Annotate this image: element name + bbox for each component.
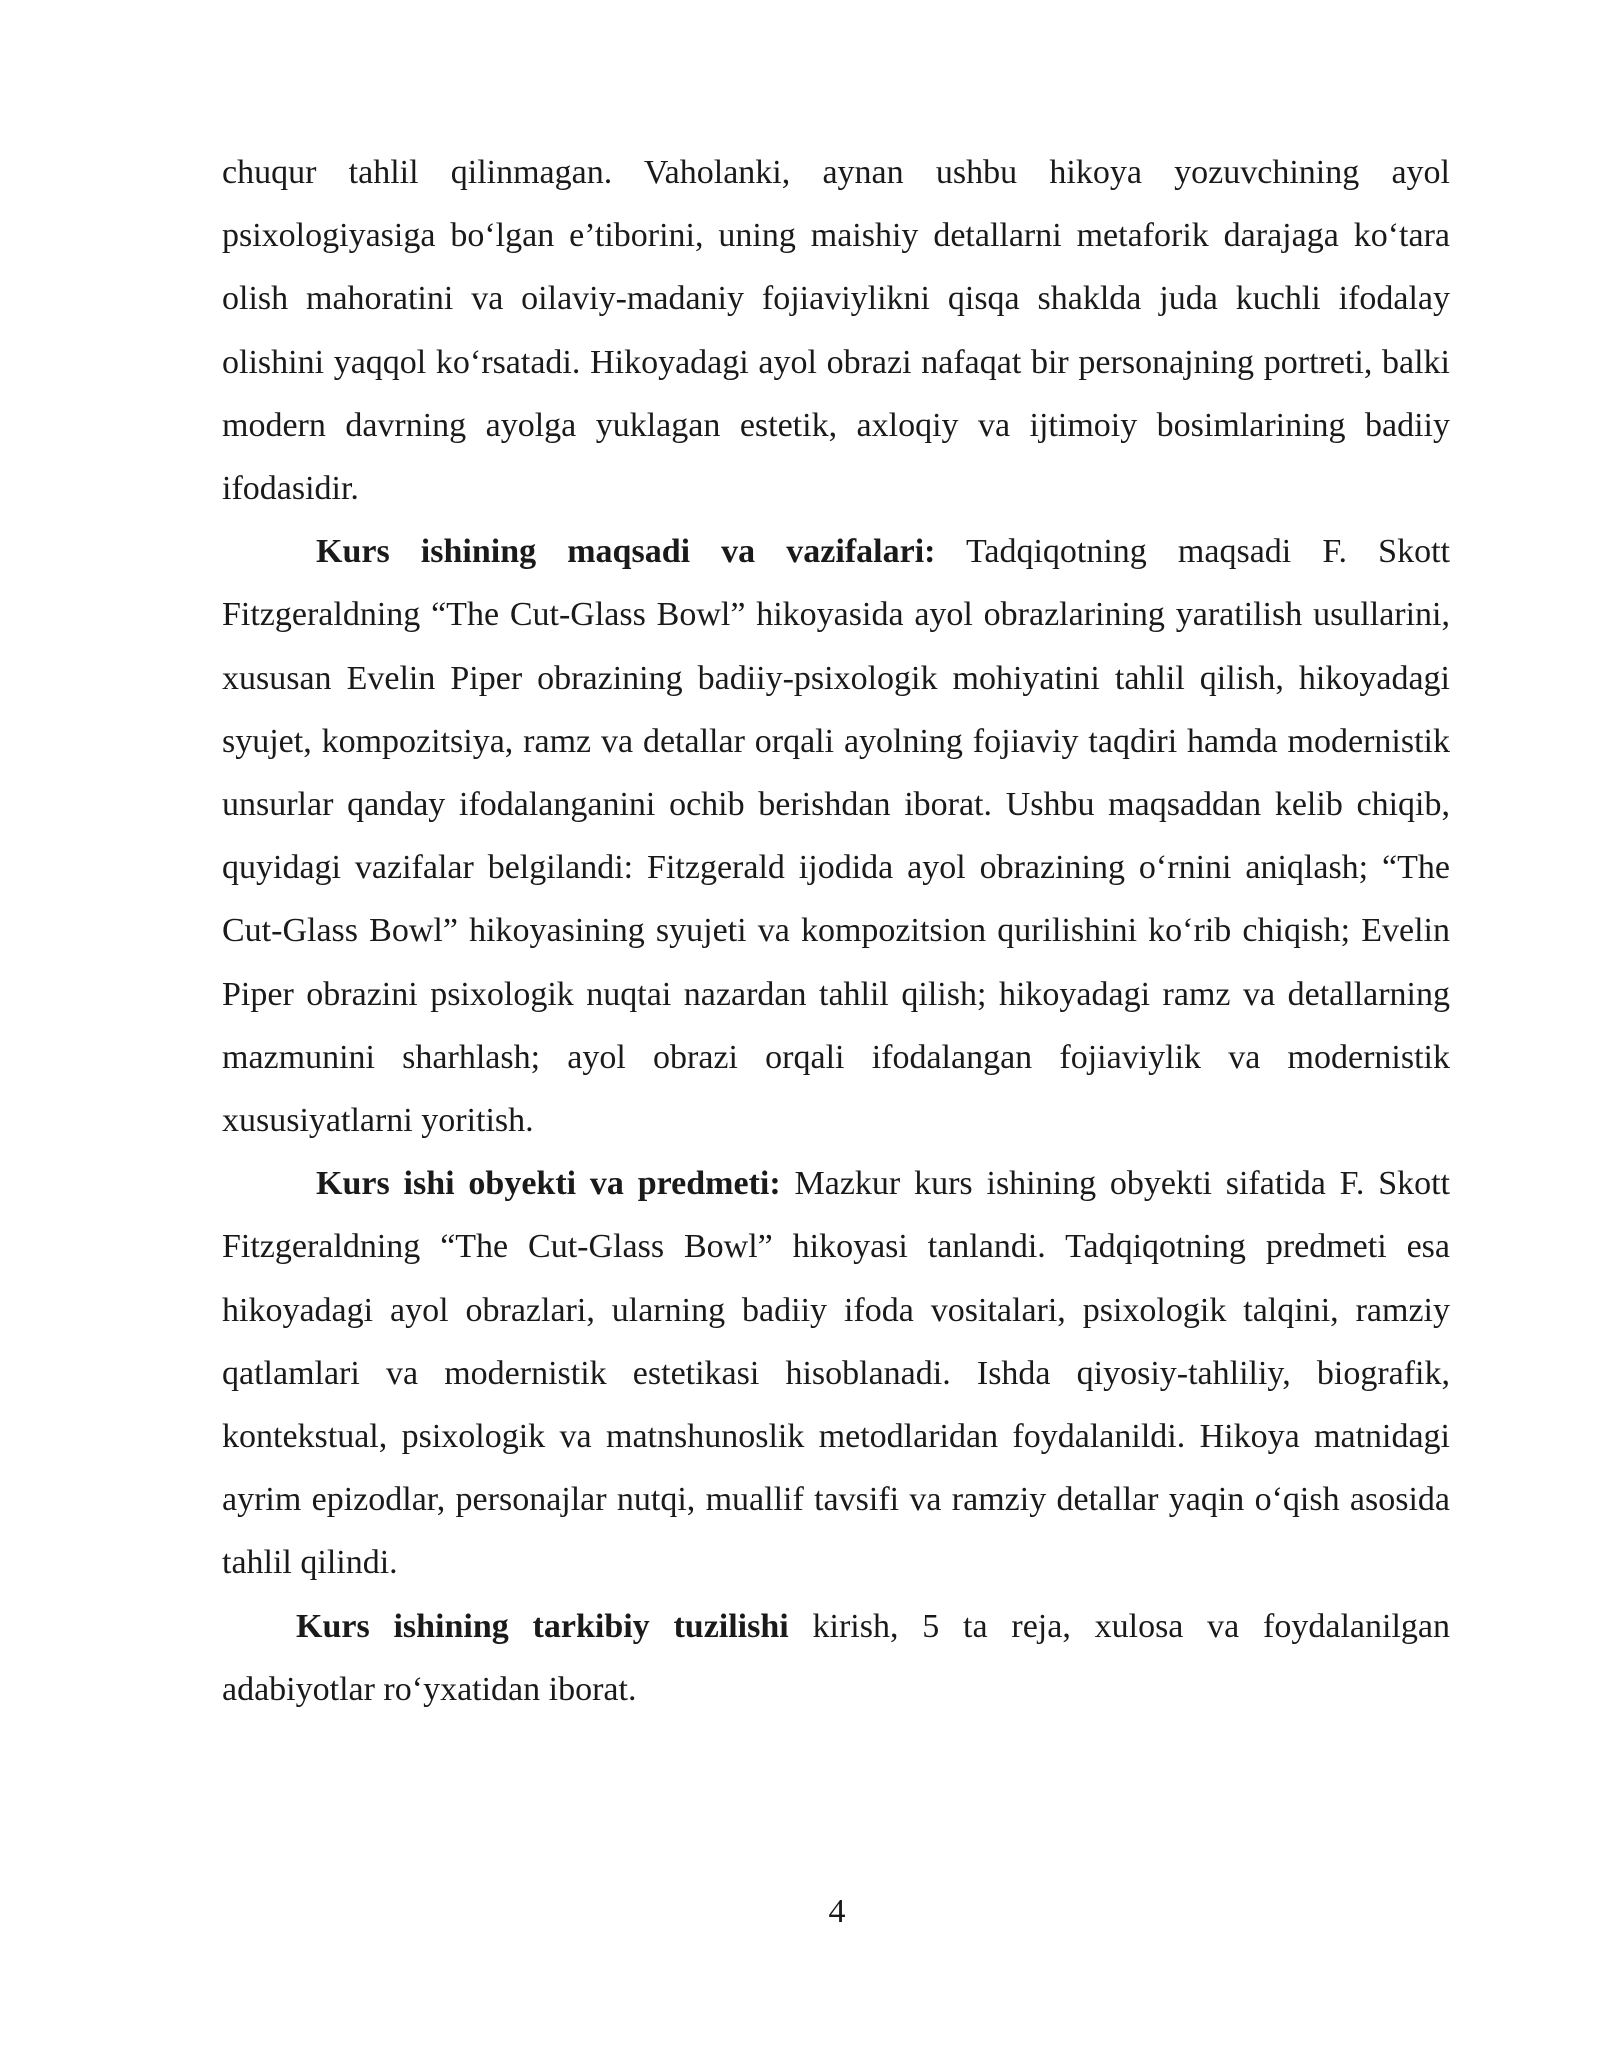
paragraph-intro-continuation [222,141,1450,520]
paragraph-heading: Kurs ishining maqsadi va vazifalari: [316,533,936,571]
paragraph-text: kirish, 5 ta reja, xulosa va foydalanilgan adabiyotlar ro‘yxatidan iborat. [222,1607,1450,1708]
paragraph-text: Mazkur kurs ishining obyekti sifatida F. Skott Fitzgeraldning “The Cut-Glass Bowl” hikoyasi tanlandi. Tadqiqotning predmeti esa hikoyadagi ayol obrazlari, ularning badiiy ifoda vositalari, psixologik talqini, ramziy qatlamlari va modernistik estetikasi hisoblanadi. Ishda qiyosiy-tahliliy, biografik, kontekstual, psixologik va matnshunoslik metodlaridan foydalanildi. Hikoya matnidagi ayrim epizodlar, personajlar nutqi, muallif tavsifi va ramziy detallar yaqin o‘qish asosida tahlil qilindi. [222,1165,1451,1582]
paragraph-object-and-subject [222,1152,1450,1594]
document-body [222,141,1450,1721]
paragraph-heading: Kurs ishi obyekti va predmeti: [316,1165,781,1203]
paragraph-aims-and-tasks [222,520,1450,1152]
paragraph-text: Tadqiqotning maqsadi F. Skott Fitzgeraldning “The Cut-Glass Bowl” hikoyasida ayol obrazlarining yaratilish usullarini, xususan Evelin Piper obrazining badiiy-psixologik mohiyatini tahlil qilish, hikoyadagi syujet, kompozitsiya, ramz va detallar orqali ayolning fojiaviy taqdiri hamda modernistik unsurlar qanday ifodalanganini ochib berishdan iborat. Ushbu maqsaddan kelib chiqib, quyidagi vazifalar belgilandi: Fitzgerald ijodida ayol obrazining o‘rnini aniqlash; “The Cut-Glass Bowl” hikoyasining syujeti va kompozitsion qurilishini ko‘rib chiqish; Evelin Piper obrazini psixologik nuqtai nazardan tahlil qilish; hikoyadagi ramz va detallarning mazmunini sharhlash; ayol obrazi orqali ifodalangan fojiaviylik va modernistik xususiyatlarni yoritish. [222,533,1450,1140]
page-number: 4 [828,1893,846,1930]
paragraph-heading: Kurs ishining tarkibiy tuzilishi [296,1607,789,1645]
paragraph-text: chuqur tahlil qilinmagan. Vaholanki, aynan ushbu hikoya yozuvchining ayol psixologiyasiga bo‘lgan e’tiborini, uning maishiy detallarni metaforik darajaga ko‘tara olish mahoratini va oilaviy-madaniy fojiaviylikni qisqa shaklda juda kuchli ifodalay olishini yaqqol ko‘rsatadi. Hikoyadagi ayol obrazi nafaqat bir personajning portreti, balki modern davrning ayolga yuklagan estetik, axloqiy va ijtimoiy bosimlarining badiiy ifodasidir. [222,154,1450,508]
paragraph-structure [222,1595,1450,1721]
